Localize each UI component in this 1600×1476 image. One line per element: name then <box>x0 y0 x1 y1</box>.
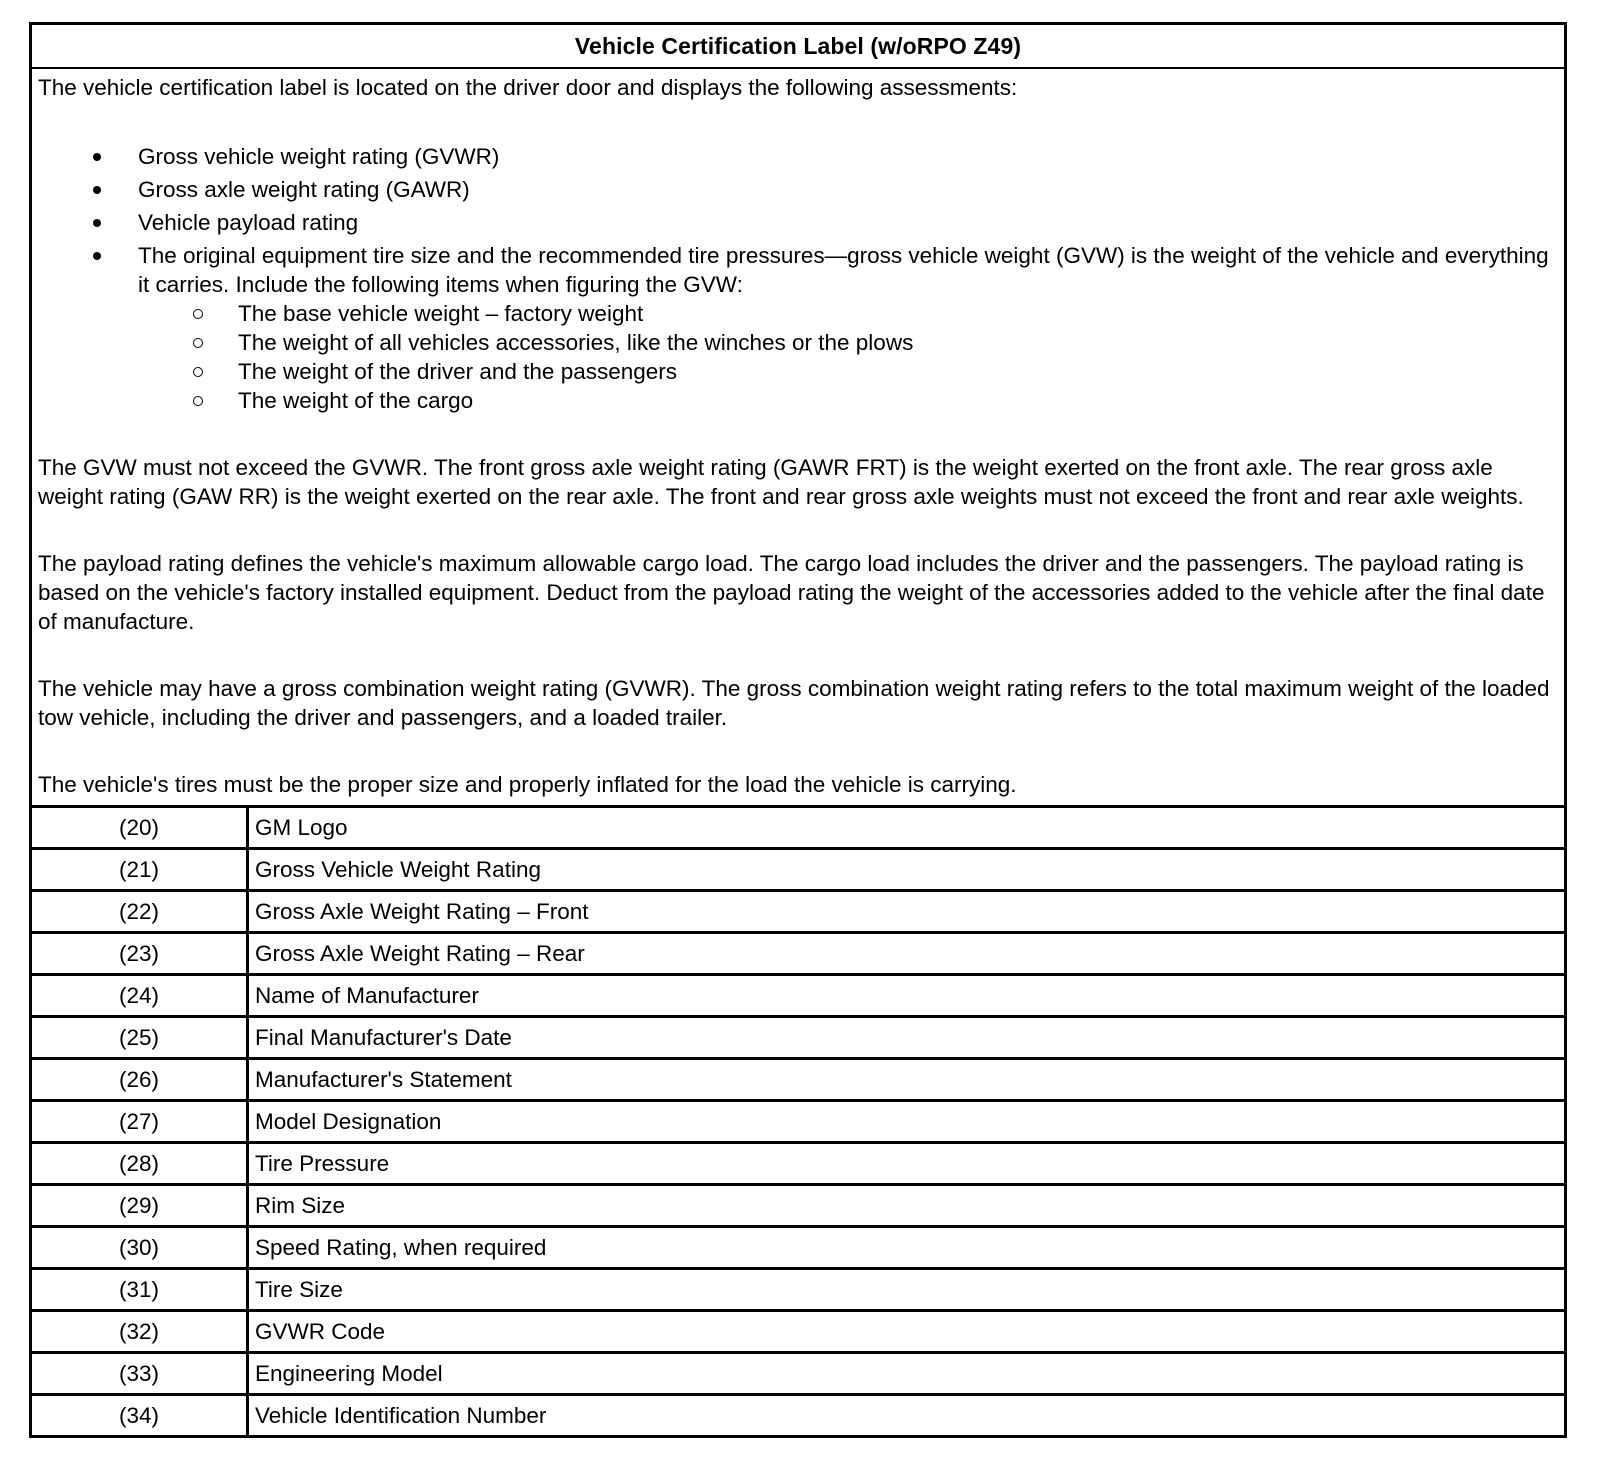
intro-text: The vehicle certification label is located on the driver door and displays the following assessments: <box>38 75 1018 100</box>
callout-label: GVWR Code <box>255 1319 386 1344</box>
sub-list-item: The weight of the driver and the passengers <box>138 357 1558 386</box>
callout-number: (31) <box>32 1270 249 1309</box>
table-row <box>32 1060 1564 1102</box>
callout-label: Model Designation <box>255 1109 442 1134</box>
callout-label: Name of Manufacturer <box>255 983 479 1008</box>
callout-number: (26) <box>32 1060 249 1099</box>
payload-paragraph: The payload rating defines the vehicle's maximum allowable cargo load. The cargo load includes the driver and the passengers. The payload rating is based on the vehicle's factory installed equipment. Deduct from the payload rating the weight of the accessories added to the vehicle after the final date of manufacture. <box>38 551 1545 634</box>
table-row <box>32 1228 1564 1270</box>
callout-number: (34) <box>32 1396 249 1435</box>
callout-number: (27) <box>32 1102 249 1141</box>
callout-number: (29) <box>32 1186 249 1225</box>
table-row <box>32 808 1564 850</box>
callout-label: Speed Rating, when required <box>255 1235 547 1260</box>
table-row <box>32 976 1564 1018</box>
callout-label: Gross Vehicle Weight Rating <box>255 857 541 882</box>
table-row <box>32 1144 1564 1186</box>
callout-table <box>32 805 1564 1435</box>
callout-label: Gross Axle Weight Rating – Rear <box>255 941 585 966</box>
sub-list-item: The weight of the cargo <box>138 386 1558 415</box>
list-item: Vehicle payload rating <box>38 208 1558 237</box>
callout-number: (23) <box>32 934 249 973</box>
callout-number: (22) <box>32 892 249 931</box>
callout-label: Manufacturer's Statement <box>255 1067 512 1092</box>
callout-label: Tire Pressure <box>255 1151 390 1176</box>
tires-paragraph: The vehicle's tires must be the proper size and properly inflated for the load the vehicle is carrying. <box>38 772 1017 797</box>
gcwr-paragraph: The vehicle may have a gross combination weight rating (GVWR). The gross combination weight rating refers to the total maximum weight of the loaded tow vehicle, including the driver and passengers, and a loaded trailer. <box>38 676 1550 730</box>
callout-number: (28) <box>32 1144 249 1183</box>
callout-label: Final Manufacturer's Date <box>255 1025 512 1050</box>
table-row <box>32 1102 1564 1144</box>
callout-number: (30) <box>32 1228 249 1267</box>
list-item <box>38 241 1558 415</box>
callout-label: GM Logo <box>255 815 348 840</box>
description-cell <box>32 69 1564 805</box>
table-row <box>32 1186 1564 1228</box>
table-title: Vehicle Certification Label (w/oRPO Z49) <box>32 25 1564 69</box>
table-row <box>32 850 1564 892</box>
assessment-list <box>38 142 1558 415</box>
callout-number: (20) <box>32 808 249 847</box>
table-row <box>32 1270 1564 1312</box>
table-row <box>32 1354 1564 1396</box>
gvw-paragraph: The GVW must not exceed the GVWR. The front gross axle weight rating (GAWR FRT) is the weight exerted on the front axle. The rear gross axle weight rating (GAW RR) is the weight exerted on the rear axle. The front and rear gross axle weights must not exceed the front and rear axle weights. <box>38 455 1524 509</box>
callout-number: (32) <box>32 1312 249 1351</box>
callout-number: (21) <box>32 850 249 889</box>
callout-label: Tire Size <box>255 1277 343 1302</box>
callout-label: Vehicle Identification Number <box>255 1403 547 1428</box>
list-item-text: The original equipment tire size and the recommended tire pressures—gross vehicle weight (GVW) is the weight of the vehicle and everything it carries. Include the following items when figuring the GVW: <box>138 243 1549 297</box>
callout-number: (33) <box>32 1354 249 1393</box>
sub-list-item: The weight of all vehicles accessories, like the winches or the plows <box>138 328 1558 357</box>
sub-list-item: The base vehicle weight – factory weight <box>138 299 1558 328</box>
callout-number: (24) <box>32 976 249 1015</box>
table-row <box>32 1018 1564 1060</box>
table-row <box>32 892 1564 934</box>
table-row <box>32 934 1564 976</box>
list-item: Gross axle weight rating (GAWR) <box>38 175 1558 204</box>
callout-label: Rim Size <box>255 1193 346 1218</box>
list-item: Gross vehicle weight rating (GVWR) <box>38 142 1558 171</box>
callout-label: Gross Axle Weight Rating – Front <box>255 899 589 924</box>
table-row <box>32 1312 1564 1354</box>
callout-label: Engineering Model <box>255 1361 443 1386</box>
callout-number: (25) <box>32 1018 249 1057</box>
table-row <box>32 1396 1564 1435</box>
certification-label-table <box>29 22 1567 1438</box>
gvw-items-list <box>138 299 1558 415</box>
